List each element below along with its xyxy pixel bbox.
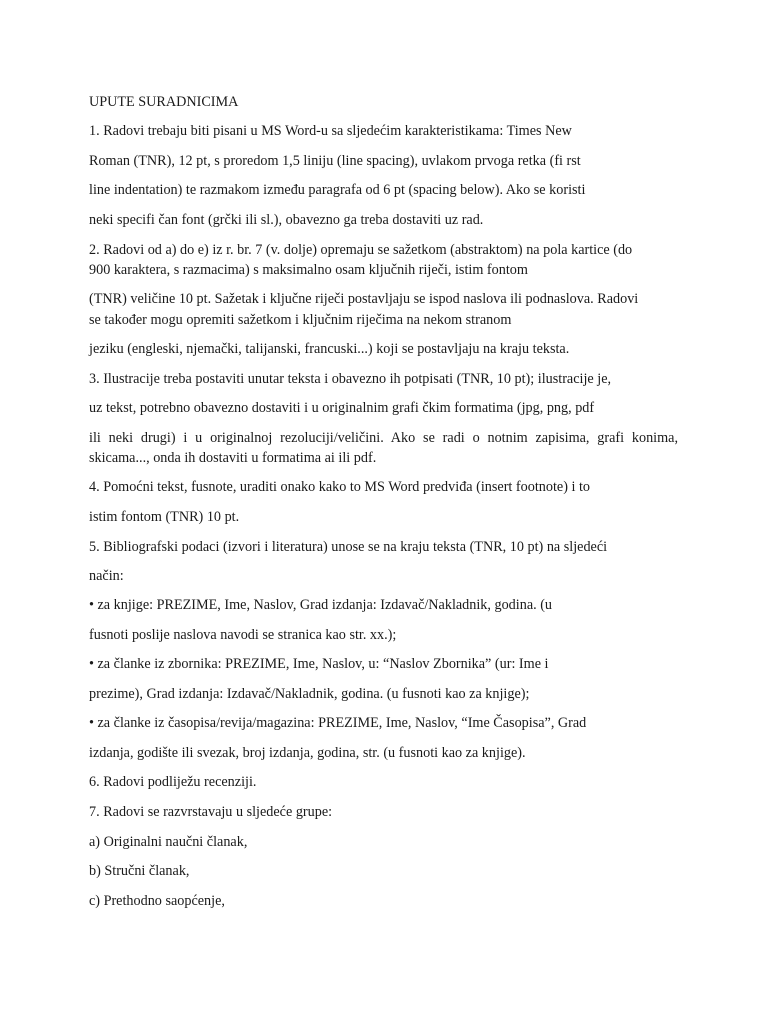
text-line-9: jeziku (engleski, njemački, talijanski, francuski...) koji se postavljaju na kraju teksta. [89,341,570,357]
text-line-6: 900 karaktera, s razmacima) s maksimalno osam ključnih riječi, istim fontom [89,262,528,278]
text-line-8: se također mogu opremiti sažetkom i ključnim riječima na nekom stranom [89,312,512,328]
text-line-19: fusnoti poslije naslova navodi se stranica kao str. xx.); [89,627,397,643]
text-line-1: 1. Radovi trebaju biti pisani u MS Word-u sa sljedećim karakteristikama: Times New [89,123,572,139]
text-line-20: • za članke iz zbornika: PREZIME, Ime, Naslov, u: “Naslov Zbornika” (ur: Ime i [89,656,549,672]
text-line-14: 4. Pomoćni tekst, fusnote, uraditi onako kako to MS Word predviđa (insert footnote) i to [89,479,590,495]
text-line-24: 6. Radovi podliježu recenziji. [89,774,257,790]
text-line-12: ili neki drugi) i u originalnoj rezoluciji/veličini. Ako se radi o notnim zapisima, grafi konima, [89,430,678,446]
document-title: UPUTE SURADNICIMA [89,94,239,110]
text-line-17: način: [89,568,124,584]
text-line-21: prezime), Grad izdanja: Izdavač/Nakladnik, godina. (u fusnoti kao za knjige); [89,686,530,702]
text-line-26: a) Originalni naučni članak, [89,834,248,850]
text-line-3: line indentation) te razmakom između paragrafa od 6 pt (spacing below). Ako se koristi [89,182,586,198]
text-line-27: b) Stručni članak, [89,863,190,879]
text-line-10: 3. Ilustracije treba postaviti unutar teksta i obavezno ih potpisati (TNR, 10 pt); ilustracije je, [89,371,612,387]
text-line-11: uz tekst, potrebno obavezno dostaviti i u originalnim grafi čkim formatima (jpg, png, pdf [89,400,595,416]
text-line-25: 7. Radovi se razvrstavaju u sljedeće grupe: [89,804,333,820]
text-line-28: c) Prethodno saopćenje, [89,893,225,909]
text-line-16: 5. Bibliografski podaci (izvori i literatura) unose se na kraju teksta (TNR, 10 pt) na sljedeći [89,539,608,555]
text-line-5: 2. Radovi od a) do e) iz r. br. 7 (v. dolje) opremaju se sažetkom (abstraktom) na pola kartice (do [89,242,633,258]
text-line-2: Roman (TNR), 12 pt, s proredom 1,5 liniju (line spacing), uvlakom prvoga retka (fi rst [89,153,581,169]
text-line-13: skicama..., onda ih dostaviti u formatima ai ili pdf. [89,450,377,466]
text-line-23: izdanja, godište ili svezak, broj izdanja, godina, str. (u fusnoti kao za knjige). [89,745,526,761]
text-line-7: (TNR) veličine 10 pt. Sažetak i ključne riječi postavljaju se ispod naslova ili podnaslova. Radovi [89,291,639,307]
text-line-15: istim fontom (TNR) 10 pt. [89,509,240,525]
text-line-4: neki specifi čan font (grčki ili sl.), obavezno ga treba dostaviti uz rad. [89,212,484,228]
text-line-22: • za članke iz časopisa/revija/magazina: PREZIME, Ime, Naslov, “Ime Časopisa”, Grad [89,715,587,731]
text-line-18: • za knjige: PREZIME, Ime, Naslov, Grad izdanja: Izdavač/Nakladnik, godina. (u [89,597,553,613]
